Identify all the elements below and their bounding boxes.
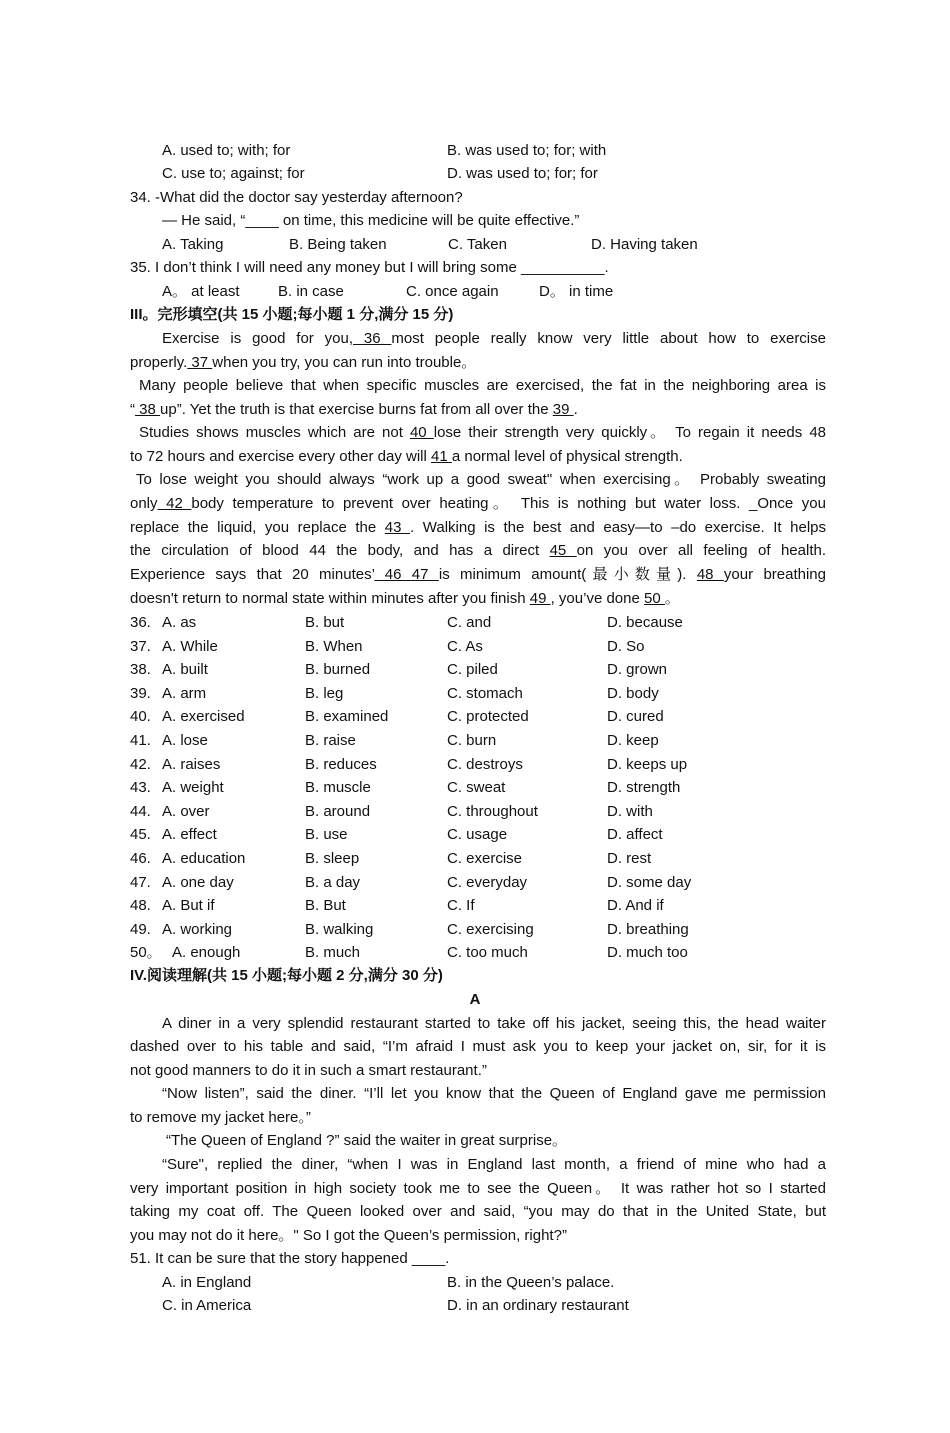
q35-option-b: B. in case [278,283,344,300]
q51-option-c: C. in America [162,1297,252,1314]
blank: 38 [135,401,161,418]
passage-line-5: to remove my jacket here。” [130,1109,311,1126]
cloze-option-c: C. usage [447,826,508,844]
cloze-option-c: C. As [447,637,483,655]
cloze-option-a: A. weight [162,779,224,797]
passage-line-4: “Now listen”, said the diner. “I’ll let you know that the Queen of England gave me permission [162,1085,826,1102]
cloze-question-number: 47. [130,873,151,891]
cloze-option-c: C. everyday [447,873,528,891]
q51-option-b: B. in the Queen’s palace. [447,1274,615,1291]
cloze-line-5: Studies shows muscles which are not 40 lose their strength very quickly。 To regain it needs 48 [139,424,827,441]
cloze-option-b: B. When [305,637,363,655]
cloze-line-10: the circulation of blood 44 the body, and has a direct 45 on you over all feeling of health. [130,542,826,559]
passage-line-7: “Sure", replied the diner, “when I was in England last month, a friend of mine who had a [162,1156,826,1173]
section4-heading: IV.阅读理解(共 15 小题;每小题 2 分,满分 30 分) [130,967,443,984]
cloze-question-number: 36. [130,614,151,631]
q34-option-a: A. Taking [162,236,224,253]
cloze-option-d: D. breathing [607,920,689,938]
cloze-option-d: D. keep [607,732,659,749]
cloze-option-b: B. muscle [305,779,371,797]
cloze-option-a: A. But if [162,897,215,915]
cloze-question-number: 48. [130,897,151,915]
blank: 48 [696,566,724,583]
cloze-question-number: 50。 [130,944,162,962]
cloze-option-a: A. built [162,661,208,679]
cloze-option-b: B. but [305,614,345,631]
blank: 42 [157,495,192,512]
cloze-option-c: C. too much [447,944,528,962]
cloze-option-d: D. some day [607,873,692,891]
cloze-question-number: 49. [130,920,151,938]
cloze-option-d: D. So [607,637,645,655]
passage-line-6: “The Queen of England ?” said the waiter in great surprise。 [166,1132,568,1149]
q35-stem: 35. I don’t think I will need any money but I will bring some __________. [130,259,609,276]
cloze-option-a: A. working [162,920,233,938]
q34-option-c: C. Taken [448,236,507,253]
passage-line-3: not good manners to do it in such a smart restaurant.” [130,1062,487,1079]
cloze-question-number: 40. [130,708,151,726]
passage-line-10: you may not do it here。" So I got the Queen’s permission, right?” [130,1227,567,1244]
cloze-option-b: B. walking [305,920,374,938]
cloze-option-c: C. If [447,897,475,915]
blank: 37 [187,354,213,371]
cloze-option-a: A. raises [162,755,221,773]
cloze-question-number: 42. [130,755,151,773]
cloze-option-d: D. because [607,614,683,631]
blank: 50 [644,590,665,607]
cloze-option-a: A. lose [162,732,208,749]
blank: 43 [384,519,411,536]
cloze-line-1: Exercise is good for you, 36 most people really know very little about how to exercise [162,330,826,347]
cloze-option-d: D. body [607,684,659,702]
q51-option-d: D. in an ordinary restaurant [447,1297,629,1314]
cloze-option-a: A. enough [172,944,241,962]
q34-option-b: B. Being taken [289,236,387,253]
blank: 40 [409,424,434,441]
cloze-option-a: A. one day [162,873,234,891]
blank: 45 [549,542,577,559]
cloze-option-c: C. sweat [447,779,506,797]
cloze-option-d: D. with [607,802,653,820]
cloze-option-d: D. much too [607,944,688,962]
cloze-line-9: replace the liquid, you replace the 43 . Walking is the best and easy—to –do exercise. It helps [130,519,827,536]
cloze-option-a: A. as [162,614,197,631]
q35-option-c: C. once again [406,283,499,300]
cloze-option-b: B. raise [305,732,356,749]
passage-label: A [469,991,481,1008]
cloze-option-c: C. destroys [447,755,523,773]
cloze-option-b: B. leg [305,684,344,702]
cloze-option-a: A. over [162,802,210,820]
cloze-line-2: properly. 37 when you try, you can run into trouble。 [130,354,477,371]
cloze-option-b: B. reduces [305,755,377,773]
cloze-question-number: 43. [130,779,151,797]
cloze-option-a: A. exercised [162,708,245,726]
passage-line-2: dashed over to his table and said, “I’m afraid I must ask you to keep your jacket on, sir, for it is [130,1038,826,1055]
blank: 46 [374,566,412,583]
cloze-question-number: 45. [130,826,151,844]
cloze-option-d: D. strength [607,779,681,797]
passage-line-9: taking my coat off. The Queen looked over and said, “you may do that in the United State, but [130,1203,826,1220]
cloze-question-number: 44. [130,802,151,820]
cloze-option-b: B. much [305,944,361,962]
cloze-question-number: 41. [130,732,151,749]
q33-option-a: A. used to; with; for [162,142,291,159]
cloze-option-d: D. cured [607,708,664,726]
cloze-line-4: “ 38 up”. Yet the truth is that exercise burns fat from all over the 39 . [130,401,578,418]
cloze-line-8: only 42 body temperature to prevent over heating。 This is nothing but water loss. _Once you [130,495,826,512]
cloze-option-a: A. effect [162,826,217,844]
q34-stem-dialog: — He said, “____ on time, this medicine will be quite effective.” [162,212,580,229]
blank: 39 [552,401,574,418]
cloze-question-number: 38. [130,661,151,679]
blank: 36 [353,330,392,347]
cloze-line-3: Many people believe that when specific muscles are exercised, the fat in the neighboring area is [139,377,826,394]
q35-option-a: A。 at least [162,283,240,300]
cloze-option-c: C. throughout [447,802,538,820]
cloze-option-b: B. But [305,897,346,915]
cloze-option-c: C. exercising [447,920,534,938]
cloze-option-d: D. And if [607,897,664,915]
cloze-question-number: 39. [130,684,151,702]
cloze-question-number: 37. [130,637,151,655]
cloze-option-c: C. piled [447,661,498,679]
cloze-option-c: C. and [447,614,492,631]
blank: 41 [431,448,452,465]
blank: 47 [411,566,439,583]
cloze-option-b: B. examined [305,708,389,726]
q51-option-a: A. in England [162,1274,252,1291]
cloze-line-11: Experience says that 20 minutes’ 46 47 is minimum amount(最小数量). 48 your breathing [130,566,826,583]
cloze-option-c: C. exercise [447,850,523,867]
q34-stem: 34. -What did the doctor say yesterday afternoon? [130,189,463,206]
cloze-option-d: D. grown [607,661,668,679]
cloze-line-6: to 72 hours and exercise every other day will 41 a normal level of physical strength. [130,448,683,465]
cloze-option-b: B. around [305,802,371,820]
q33-option-c: C. use to; against; for [162,165,305,182]
passage-line-1: A diner in a very splendid restaurant started to take off his jacket, seeing this, the head waiter [162,1015,826,1032]
cloze-line-7: To lose weight you should always “work up a good sweat" when exercising。 Probably sweating [136,471,826,488]
cloze-option-b: B. a day [305,873,361,891]
q33-option-b: B. was used to; for; with [447,142,607,159]
q51-stem: 51. It can be sure that the story happened ____. [130,1250,450,1267]
cloze-option-a: A. arm [162,684,207,702]
cloze-option-c: C. burn [447,732,497,749]
cloze-option-d: D. affect [607,826,663,844]
cloze-question-number: 46. [130,850,151,867]
cloze-option-a: A. While [162,637,218,655]
cloze-option-b: B. burned [305,661,371,679]
cloze-option-b: B. sleep [305,850,360,867]
q35-option-d: D。 in time [539,283,614,300]
cloze-option-d: D. rest [607,850,652,867]
blank: 49 [529,590,551,607]
cloze-line-12: doesn't return to normal state within minutes after you finish 49 , you’ve done 50 。 [130,590,680,607]
cloze-option-c: C. protected [447,708,529,726]
cloze-option-c: C. stomach [447,684,523,702]
q34-option-d: D. Having taken [591,236,698,253]
passage-line-8: very important position in high society took me to see the Queen。 It was rather hot so I started [130,1180,826,1197]
cloze-option-d: D. keeps up [607,755,688,773]
section3-heading: III。完形填空(共 15 小题;每小题 1 分,满分 15 分) [130,306,454,323]
cloze-option-b: B. use [305,826,348,844]
q33-option-d: D. was used to; for; for [447,165,598,182]
cloze-option-a: A. education [162,850,246,867]
